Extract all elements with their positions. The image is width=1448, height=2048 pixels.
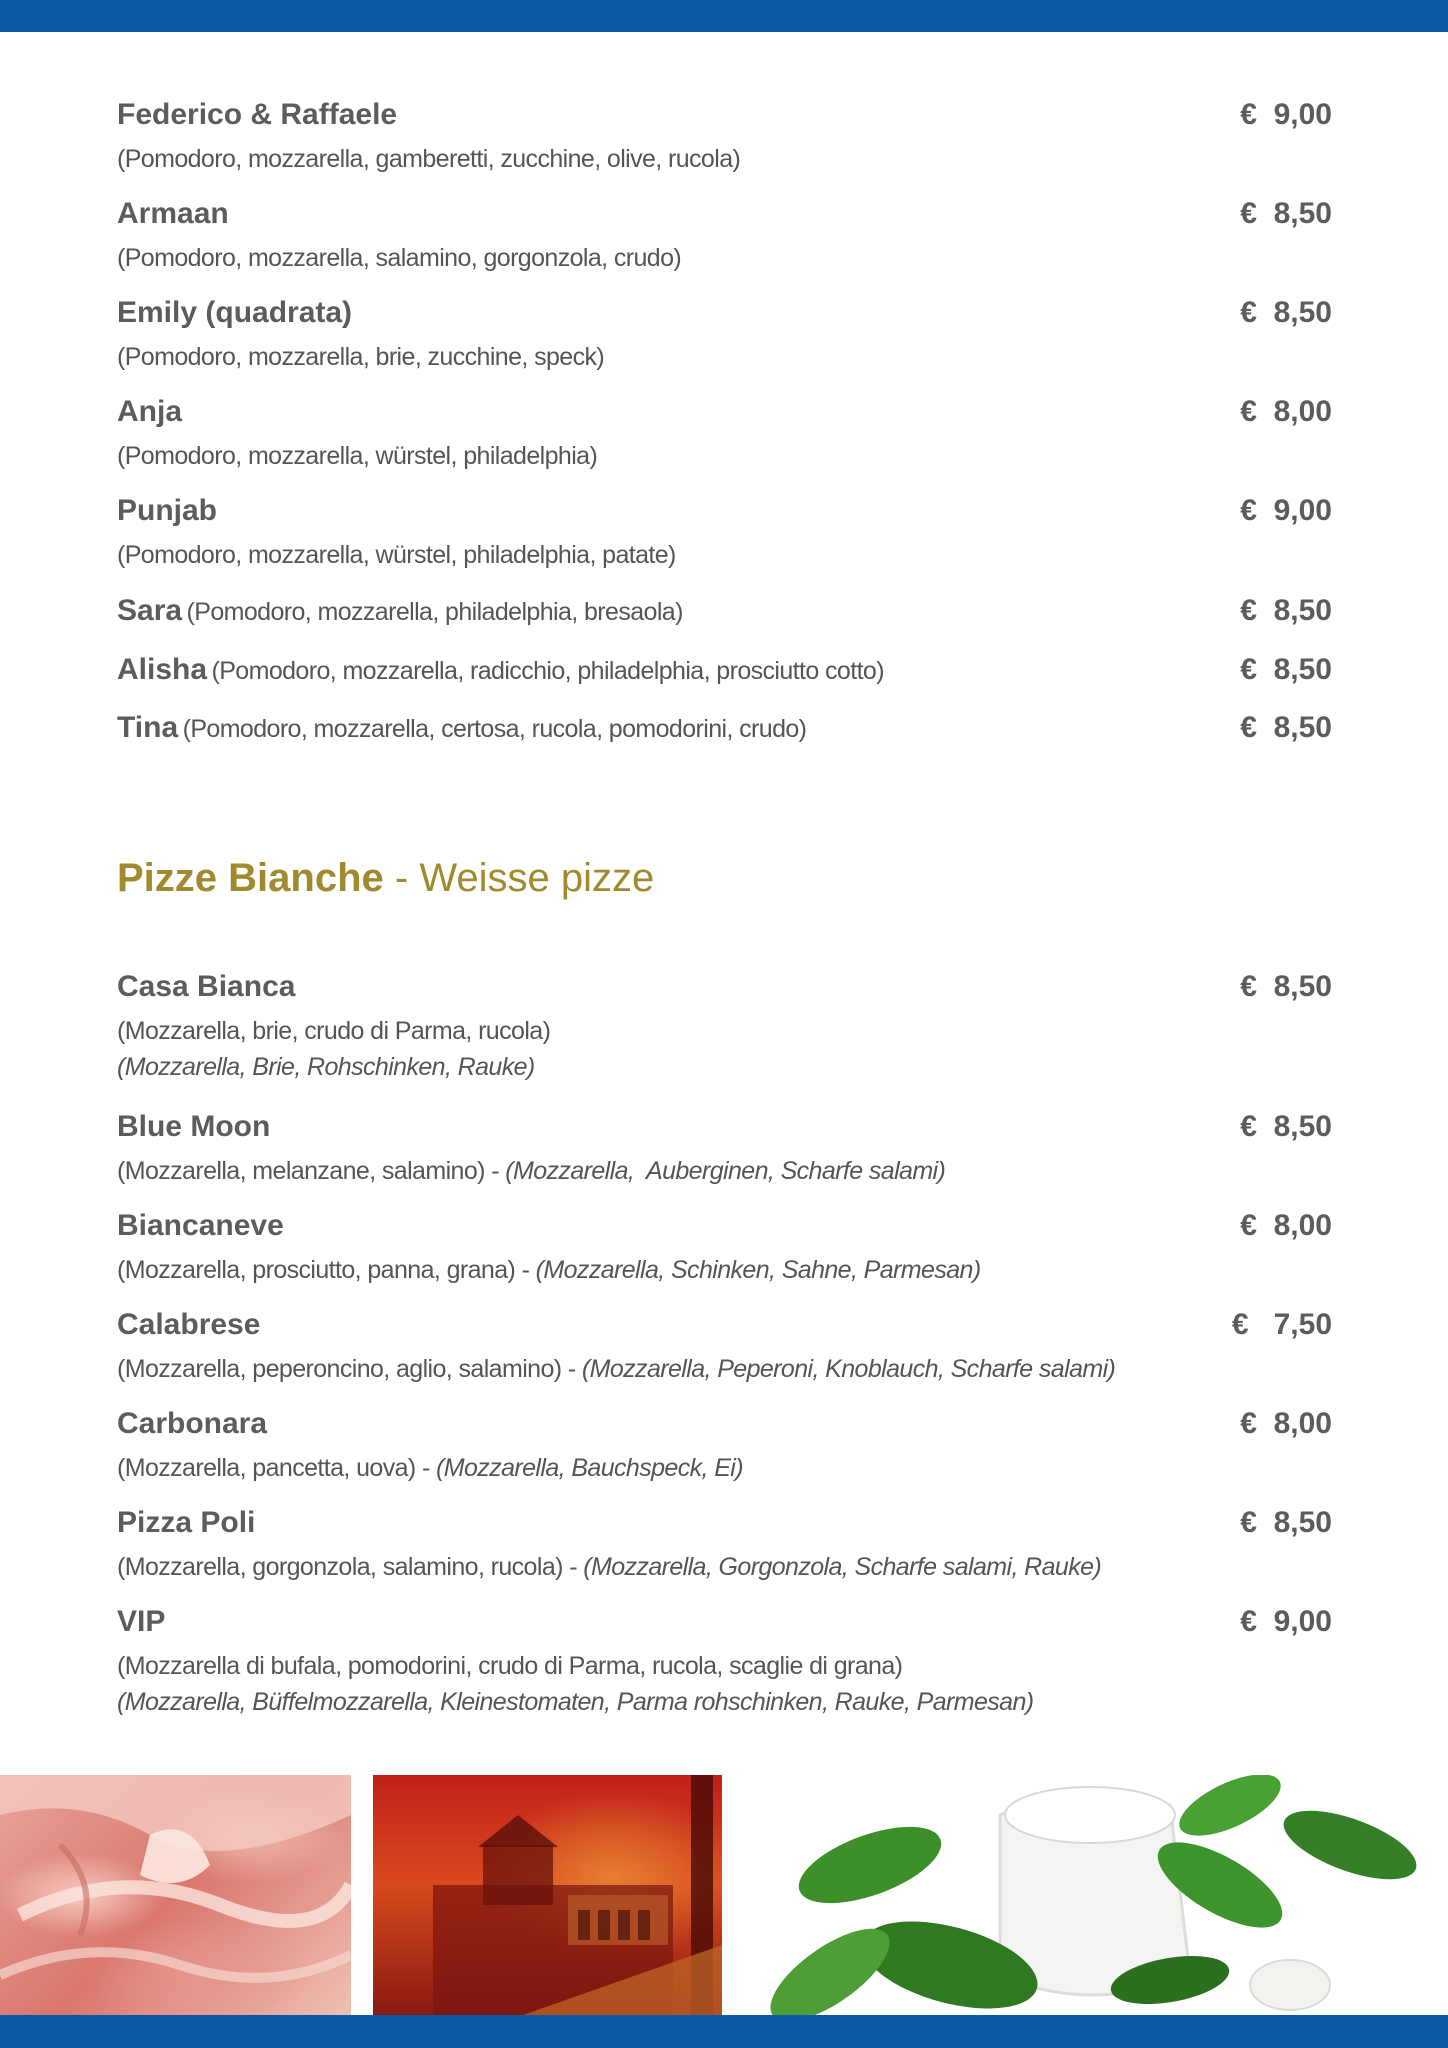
section-title-pizze-bianche [117,856,654,901]
item-description-german: (Mozzarella, Auberginen, Scharfe salami) [505,1157,946,1185]
item-name: Punjab [117,494,218,527]
item-price: € 8,50 [1240,594,1332,627]
item-description: (Mozzarella, brie, crudo di Parma, rucola) [117,1017,551,1045]
menu-item-anja [117,395,1332,472]
item-description-german: (Mozzarella, Schinken, Sahne, Parmesan) [535,1256,981,1284]
item-description: (Pomodoro, mozzarella, gamberetti, zucchine, olive, rucola) [117,145,741,173]
item-name: Anja [117,395,183,428]
item-price: € 7,50 [1231,1308,1332,1341]
item-name: Calabrese [117,1308,261,1341]
item-description: (Pomodoro, mozzarella, würstel, philadelphia, patate) [117,541,676,569]
palace-photo [373,1775,722,2015]
menu-item-emily [117,296,1332,373]
item-name: Armaan [117,197,229,230]
menu-item-sara [117,594,1332,628]
prosciutto-photo [0,1775,351,2015]
item-price: € 8,50 [1240,1110,1332,1143]
item-name: Tina [117,711,179,744]
menu-item-calabrese [117,1308,1332,1385]
menu-item-biancaneve [117,1209,1332,1286]
item-description: (Mozzarella di bufala, pomodorini, crudo di Parma, rucola, scaglie di grana) [117,1652,903,1680]
menu-item-punjab [117,494,1332,571]
menu-item-carbonara [117,1407,1332,1484]
item-name: Federico & Raffaele [117,98,398,131]
item-price: € 8,00 [1240,395,1332,428]
item-price: € 8,50 [1240,197,1332,230]
menu-item-alisha [117,653,1332,687]
item-description: (Mozzarella, prosciutto, panna, grana) - [117,1256,536,1284]
item-description-german: (Mozzarella, Peperoni, Knoblauch, Scharfe salami) [581,1355,1116,1383]
item-price: € 8,50 [1240,653,1332,686]
item-price: € 8,50 [1240,296,1332,329]
menu-item-federico-raffaele [117,98,1332,175]
section-title-italian: Pizze Bianche [117,856,384,900]
menu-item-vip [117,1605,1332,1718]
item-name: Alisha [117,653,208,686]
menu-item-pizza-poli [117,1506,1332,1583]
palace-illustration [373,1775,722,2015]
item-price: € 8,50 [1240,1506,1332,1539]
mozzarella-basil-illustration [750,1775,1448,2015]
item-price: € 8,50 [1240,711,1332,744]
item-price: € 8,00 [1240,1407,1332,1440]
item-name: VIP [117,1605,166,1638]
prosciutto-illustration [0,1775,351,2015]
item-name: Pizza Poli [117,1506,256,1539]
item-description: (Mozzarella, gorgonzola, salamino, rucola) - [117,1553,584,1581]
item-description-german: (Mozzarella, Bauchspeck, Ei) [436,1454,743,1482]
item-price: € 8,50 [1240,970,1332,1003]
bottom-blue-bar [0,2015,1448,2048]
item-description: (Pomodoro, mozzarella, würstel, philadelphia) [117,442,598,470]
item-price: € 9,00 [1240,98,1332,131]
item-description: (Pomodoro, mozzarella, radicchio, philadelphia, prosciutto cotto) [211,657,884,685]
menu-item-blue-moon [117,1110,1332,1187]
section-title-separator: - [383,856,420,900]
item-name: Biancaneve [117,1209,284,1242]
item-description: (Pomodoro, mozzarella, philadelphia, bresaola) [186,598,683,626]
item-name: Carbonara [117,1407,268,1440]
top-blue-bar [0,0,1448,32]
item-description: (Pomodoro, mozzarella, brie, zucchine, speck) [117,343,605,371]
item-description: (Pomodoro, mozzarella, salamino, gorgonzola, crudo) [117,244,682,272]
menu-item-tina [117,711,1332,745]
menu-item-armaan [117,197,1332,274]
item-description-german: (Mozzarella, Gorgonzola, Scharfe salami, Rauke) [583,1553,1102,1581]
mozzarella-basil-photo [750,1775,1448,2015]
item-description: (Mozzarella, pancetta, uova) - [117,1454,437,1482]
item-description-german: (Mozzarella, Brie, Rohschinken, Rauke) [117,1053,535,1081]
item-name: Blue Moon [117,1110,271,1143]
item-price: € 8,00 [1240,1209,1332,1242]
section-title-german: Weisse pizze [419,856,655,900]
item-description: (Mozzarella, peperoncino, aglio, salamino) - [117,1355,582,1383]
menu-item-casa-bianca [117,970,1332,1083]
item-description-german: (Mozzarella, Büffelmozzarella, Kleinestomaten, Parma rohschinken, Rauke, Parmesan) [117,1688,1034,1716]
item-name: Emily (quadrata) [117,296,353,329]
item-price: € 9,00 [1240,1605,1332,1638]
item-description: (Mozzarella, melanzane, salamino) - [117,1157,506,1185]
item-description: (Pomodoro, mozzarella, certosa, rucola, pomodorini, crudo) [182,715,807,743]
item-price: € 9,00 [1240,494,1332,527]
item-name: Casa Bianca [117,970,296,1003]
item-name: Sara [117,594,183,627]
